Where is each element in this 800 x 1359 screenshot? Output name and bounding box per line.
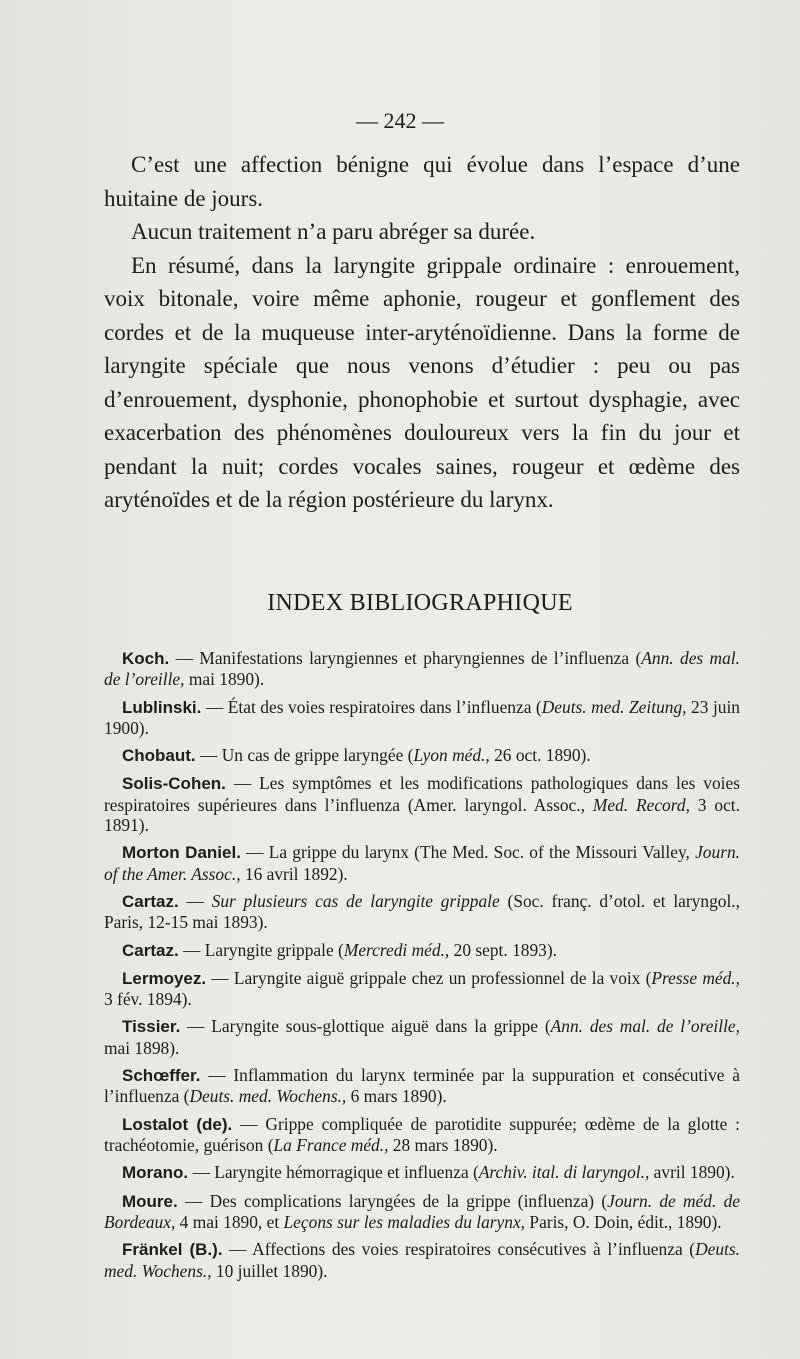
entry-author: Schœffer.	[122, 1066, 201, 1086]
bibliography-entry	[104, 697, 740, 739]
entry-text: — Manifestations laryngiennes et pharyngiennes de l’influenza (	[169, 648, 642, 668]
entry-text: 3 oct. 1891).	[104, 794, 740, 836]
paragraph: Aucun traitement n’a paru abréger sa durée.	[131, 219, 536, 244]
entry-text: — Des complications laryngées de la grippe (influenza) (	[177, 1190, 608, 1211]
bibliography-entry	[104, 1016, 740, 1058]
bibliography-entry	[104, 1191, 740, 1233]
entry-text: (Soc. franç. d’otol. et laryngol., Paris, 12-15 mai 1893).	[104, 891, 740, 933]
entry-source: Leçons sur les maladies du larynx,	[283, 1211, 526, 1232]
entry-author: Koch.	[122, 649, 170, 668]
entry-author: Solis-Cohen.	[122, 774, 226, 794]
entry-text: Paris, O. Doin, édit., 1890).	[525, 1211, 722, 1232]
entry-source: Lyon méd.,	[413, 745, 490, 766]
bibliography-entry	[104, 891, 740, 933]
entry-text: — Laryngite hémorragique et influenza (	[188, 1162, 479, 1183]
entry-text: — La grippe du larynx (The Med. Soc. of the Missouri Valley,	[240, 842, 696, 863]
entry-text: — Un cas de grippe laryngée (	[195, 745, 414, 766]
entry-text: mai 1898).	[104, 1037, 180, 1058]
entry-author: Fränkel (B.).	[122, 1240, 223, 1260]
entry-text: 23 juin 1900).	[104, 696, 740, 739]
entry-author: Cartaz.	[122, 892, 179, 912]
entry-author: Lublinski.	[122, 697, 202, 717]
entry-source: Archiv. ital. di laryngol.,	[478, 1162, 650, 1183]
entry-author: Lostalot (de).	[122, 1114, 233, 1134]
entry-source: Sur plusieurs cas de laryngite grippale	[211, 891, 500, 912]
entry-text: —	[178, 891, 212, 912]
bibliography-entry	[104, 1065, 740, 1107]
entry-text: 26 oct. 1890).	[489, 745, 591, 766]
entry-source: Presse méd.,	[651, 967, 740, 988]
entry-author: Cartaz.	[122, 940, 179, 960]
paragraph: C’est une affection bénigne qui évolue dans l’espace d’une huitaine de jours.	[104, 152, 740, 211]
entry-source: Journ. of the Amer. Assoc.,	[104, 842, 740, 884]
entry-text: 16 avril 1892).	[240, 863, 348, 884]
entry-text: 20 sept. 1893).	[449, 939, 557, 960]
entry-source: La France méd.,	[273, 1135, 389, 1156]
entry-text: 4 mai 1890, et	[175, 1211, 284, 1232]
entry-text: 3 fév. 1894).	[104, 989, 192, 1010]
entry-author: Tissier.	[122, 1017, 181, 1037]
bibliography-entry	[104, 940, 740, 961]
bibliography-entry	[104, 968, 740, 1010]
entry-text: mai 1890).	[184, 669, 265, 690]
bibliography-entry	[104, 1162, 740, 1183]
entry-source: Mercredi méd.,	[343, 939, 450, 960]
entry-text: — Grippe compliquée de parotidite suppurée; œdème de la glotte : trachéotomie, guérison (	[104, 1113, 740, 1156]
entry-text: avril 1890).	[649, 1162, 735, 1183]
entry-source: Ann. des mal. de l’oreille,	[104, 648, 740, 690]
bibliography-entry	[104, 842, 740, 884]
entry-author: Lermoyez.	[122, 968, 207, 988]
entry-text: — Inflammation du larynx terminée par la suppuration et consécutive à l’influenza (	[104, 1065, 740, 1107]
entry-text: 28 mars 1890).	[388, 1135, 498, 1156]
entry-source: Deuts. med. Wochens.,	[104, 1239, 740, 1281]
entry-text: — Affections des voies respiratoires consécutives à l’influenza (	[222, 1239, 696, 1260]
bibliography-entry	[104, 773, 740, 835]
bibliography-entry	[104, 648, 740, 690]
entry-author: Moure.	[122, 1191, 178, 1211]
entry-text: 10 juillet 1890).	[211, 1260, 328, 1281]
entry-author: Chobaut.	[122, 746, 196, 766]
entry-source: Med. Record,	[592, 794, 690, 815]
entry-source: Ann. des mal. de l’oreille,	[550, 1016, 740, 1037]
entry-text: 6 mars 1890).	[346, 1086, 447, 1107]
entry-text: — Laryngite aiguë grippale chez un professionnel de la voix (	[206, 967, 652, 988]
paragraph: En résumé, dans la laryngite grippale ordinaire : enrouement, voix bitonale, voire même aphonie, rougeur et gonflement des cordes et de la muqueuse inter-aryténoïdienne. Dans la forme de laryngite spéciale que nous venons d’étudier : peu ou pas d’enrouement, dysphonie, phonophobie et surtout dysphagie, avec exacerbation des phénomènes douloureux vers la fin du jour et pendant la nuit; cordes vocales saines, rougeur et œdème des aryténoïdes et de la région postérieure du larynx.	[104, 252, 740, 512]
entry-text: — Laryngite grippale (	[178, 939, 344, 960]
bibliography-entry	[104, 1114, 740, 1156]
entry-text: — Les symptômes et les modifications pathologiques dans les voies respiratoires supérieures dans l’influenza (Amer. laryngol. Assoc.,	[104, 773, 740, 815]
bibliography-entry	[104, 1239, 740, 1281]
page-number: — 242 —	[356, 108, 444, 133]
entry-source: Journ. de méd. de Bordeaux,	[104, 1190, 740, 1232]
entry-source: Deuts. med. Zeitung,	[541, 696, 687, 717]
bibliography-list	[104, 648, 740, 1288]
entry-text: — État des voies respiratoires dans l’influenza (	[201, 696, 542, 717]
entry-text: — Laryngite sous-glottique aiguë dans la grippe (	[180, 1016, 551, 1037]
entry-author: Morano.	[122, 1163, 189, 1183]
entry-source: Deuts. med. Wochens.,	[189, 1086, 347, 1107]
entry-author: Morton Daniel.	[122, 843, 241, 863]
bibliography-entry	[104, 745, 740, 766]
body-text	[104, 148, 740, 517]
index-heading: INDEX BIBLIOGRAPHIQUE	[267, 590, 573, 616]
